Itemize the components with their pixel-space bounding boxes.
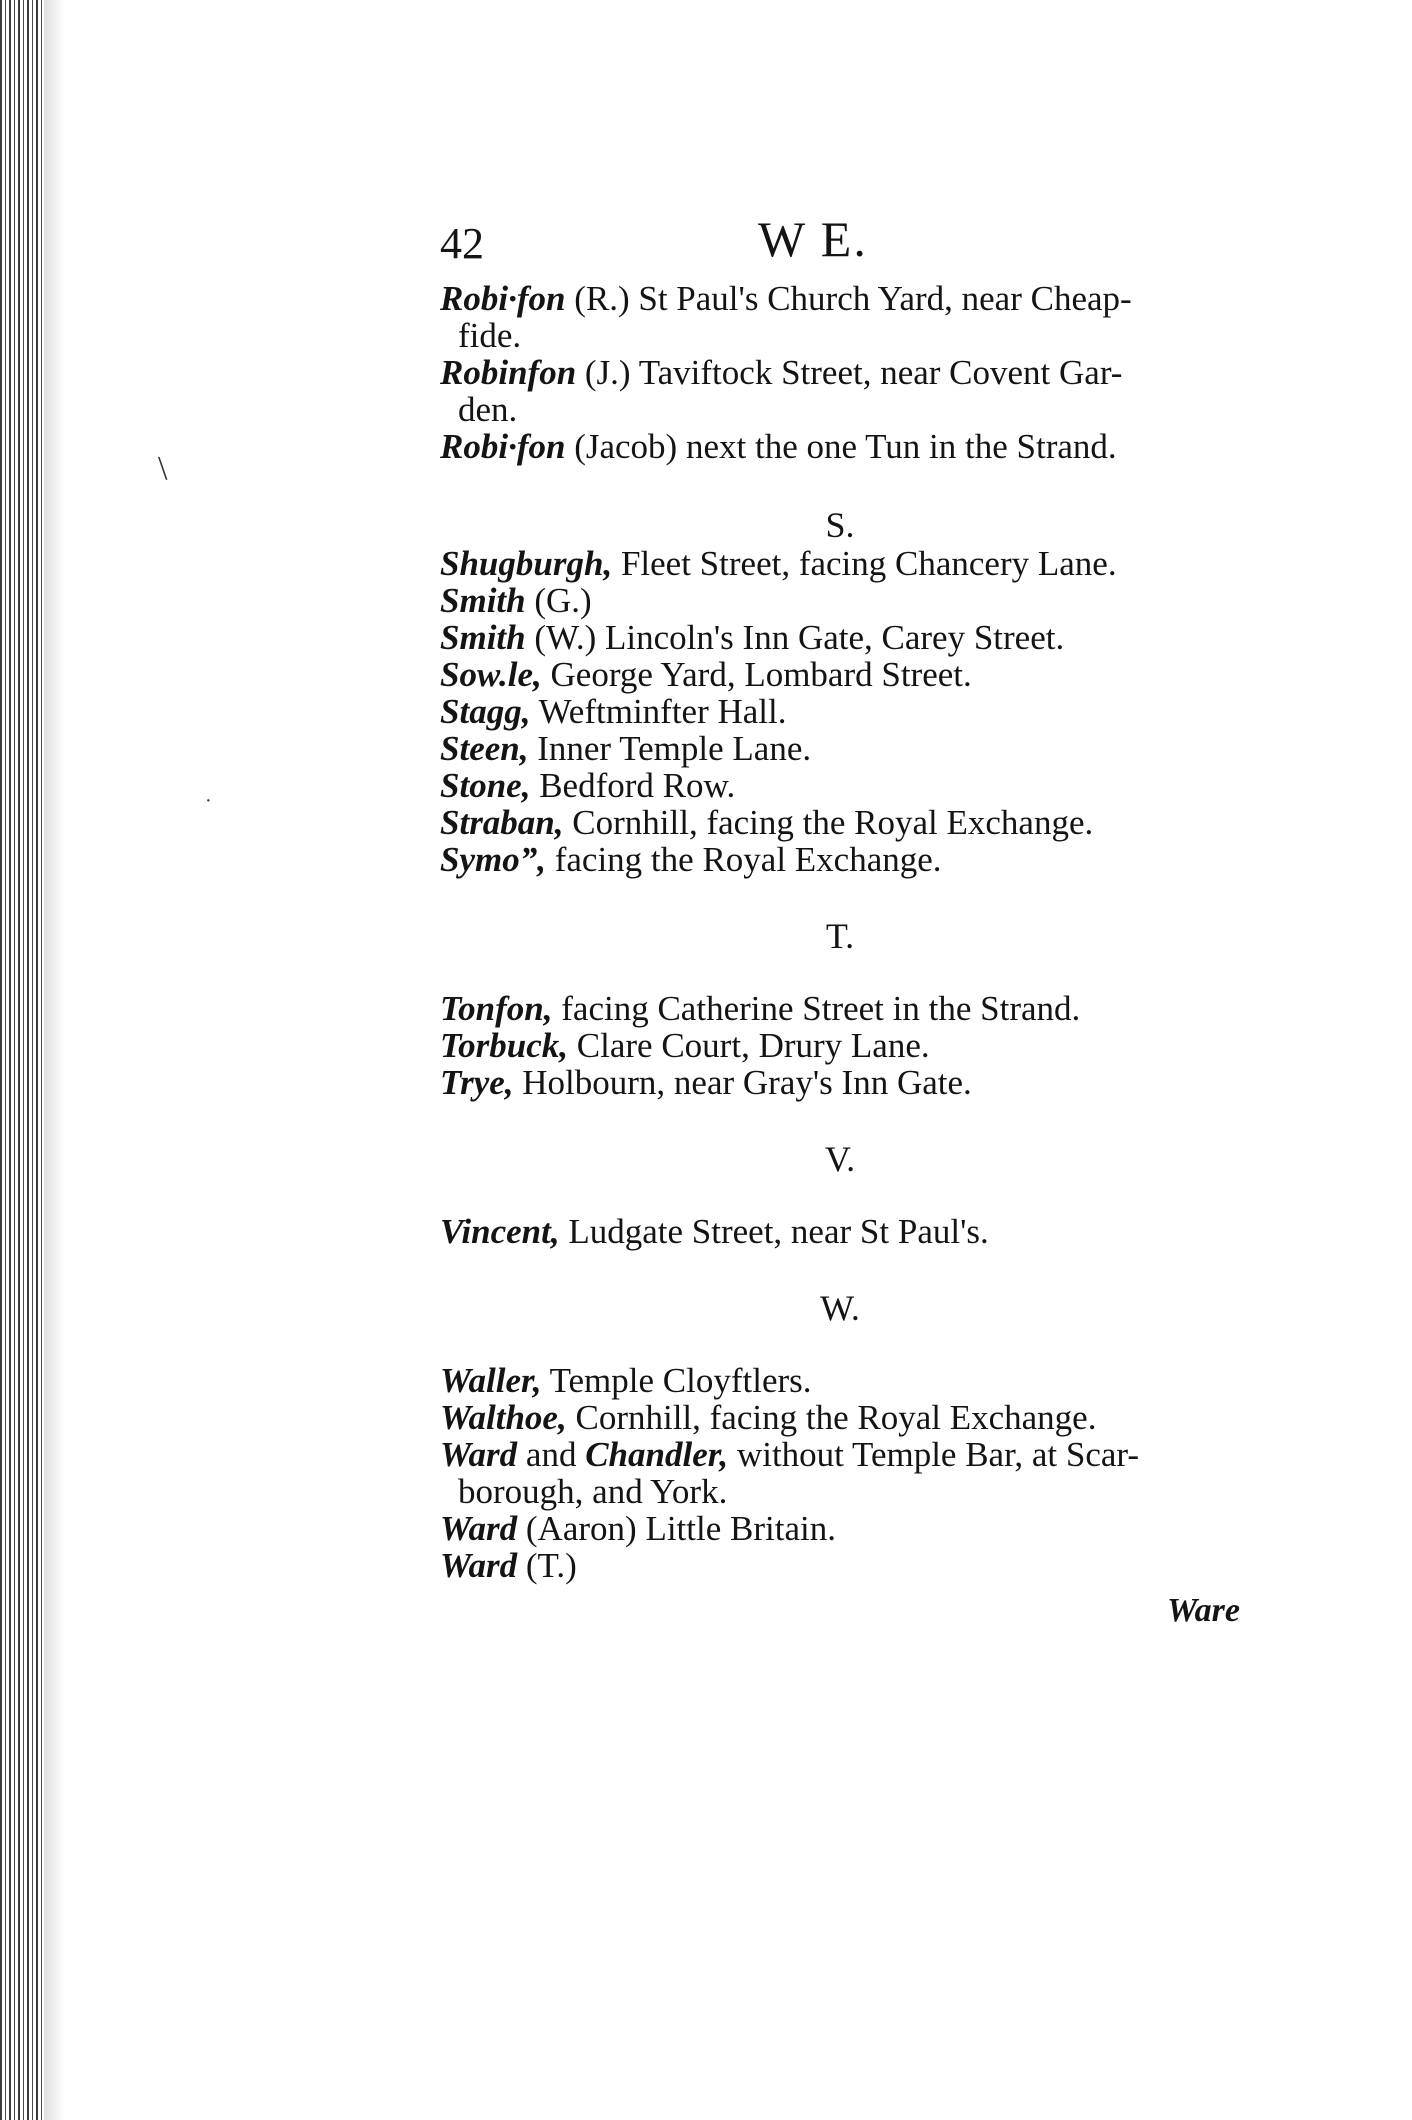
section-letter: S. xyxy=(825,505,855,545)
entry-address: George Yard, Lombard Street. xyxy=(541,655,972,694)
entry-initial: (J.) xyxy=(584,353,631,392)
entry-name: Waller, xyxy=(440,1361,542,1400)
page-header xyxy=(440,210,1240,280)
directory-entry xyxy=(440,804,1240,841)
directory-entry xyxy=(440,1399,1240,1436)
stray-ink-dot: · xyxy=(205,790,212,812)
entry-address: Clare Court, Drury Lane. xyxy=(568,1026,930,1065)
entry-initial: (G.) xyxy=(534,581,592,620)
entry-initial: (R.) xyxy=(574,279,630,318)
book-binding-edge xyxy=(0,0,44,2120)
entry-address: facing Catherine Street in the Strand. xyxy=(552,989,1081,1028)
entry-name: Robi·fon xyxy=(440,279,566,318)
entry-name: Ward xyxy=(440,1435,518,1474)
binding-shadow xyxy=(44,0,64,2120)
entry-name: Smith xyxy=(440,581,526,620)
book-page xyxy=(440,210,1240,1630)
entry-address: Bedford Row. xyxy=(530,766,736,805)
entry-address: Cornhill, facing the Royal Exchange. xyxy=(566,1398,1097,1437)
stray-ink-mark: \ xyxy=(158,450,168,487)
letter-section-w xyxy=(440,1288,1240,1584)
directory-entry xyxy=(440,1362,1240,1399)
directory-entry xyxy=(440,730,1240,767)
section-letter: V. xyxy=(824,1139,856,1179)
entry-name: Stagg, xyxy=(440,692,531,731)
entry-conjunction: and xyxy=(517,1435,586,1474)
section-letter: W. xyxy=(820,1288,860,1328)
section-letter: T. xyxy=(825,916,855,956)
entry-address: facing the Royal Exchange. xyxy=(545,840,942,879)
entry-name: Sow.le, xyxy=(440,655,542,694)
entry-address: St Paul's Church Yard, near Cheap- xyxy=(629,279,1132,318)
entry-initial: (T.) xyxy=(525,1546,577,1585)
page-number: 42 xyxy=(440,219,484,268)
entry-address-continued: den. xyxy=(458,390,518,429)
directory-entry xyxy=(440,990,1240,1027)
directory-entry xyxy=(440,767,1240,804)
running-head: W E. xyxy=(758,211,868,267)
entry-address: Holbourn, near Gray's Inn Gate. xyxy=(513,1063,972,1102)
entry-address: Cornhill, facing the Royal Exchange. xyxy=(563,803,1094,842)
entry-name: Steen, xyxy=(440,729,529,768)
entry-name: Vincent, xyxy=(440,1212,560,1251)
directory-entry xyxy=(440,354,1240,428)
entry-address: Inner Temple Lane. xyxy=(528,729,812,768)
entry-group xyxy=(440,280,1240,465)
entry-address: Lincoln's Inn Gate, Carey Street. xyxy=(596,618,1065,657)
entry-address: Taviftock Street, near Covent Gar- xyxy=(630,353,1123,392)
directory-entry xyxy=(440,1027,1240,1064)
entry-address: Fleet Street, facing Chancery Lane. xyxy=(612,544,1117,583)
entry-address: Little Britain. xyxy=(636,1509,836,1548)
entry-name: Walthoe, xyxy=(440,1398,567,1437)
entry-initial: (Aaron) xyxy=(525,1509,637,1548)
directory-entry xyxy=(440,1547,1240,1584)
directory-entry xyxy=(440,545,1240,582)
directory-entry xyxy=(440,1213,1240,1250)
entry-name: Smith xyxy=(440,618,526,657)
entry-name: Straban, xyxy=(440,803,564,842)
directory-entry xyxy=(440,1064,1240,1101)
catchword: Ware xyxy=(1166,1592,1240,1629)
letter-section-t xyxy=(440,916,1240,1101)
directory-entry xyxy=(440,841,1240,878)
directory-entry xyxy=(440,619,1240,656)
entry-address: Weftminfter Hall. xyxy=(530,692,787,731)
directory-entry xyxy=(440,1510,1240,1547)
directory-entry xyxy=(440,428,1240,465)
entry-address: next the one Tun in the Strand. xyxy=(677,427,1117,466)
entry-name: Shugburgh, xyxy=(440,544,613,583)
entry-address: Temple Cloyftlers. xyxy=(541,1361,812,1400)
entry-name: Stone, xyxy=(440,766,531,805)
entry-initial: (Jacob) xyxy=(574,427,678,466)
entry-address: without Temple Bar, at Scar- xyxy=(728,1435,1139,1474)
entry-address-continued: fide. xyxy=(458,316,522,355)
letter-section-v xyxy=(440,1139,1240,1250)
entry-name: Torbuck, xyxy=(440,1026,569,1065)
entry-name: Robi·fon xyxy=(440,427,566,466)
entry-name: Robinfon xyxy=(440,353,577,392)
entry-name: Symo”, xyxy=(440,840,546,879)
entry-name: Ward xyxy=(440,1546,518,1585)
letter-section-s xyxy=(440,505,1240,878)
directory-entry xyxy=(440,656,1240,693)
entry-name: Trye, xyxy=(440,1063,514,1102)
entry-address: Ludgate Street, near St Paul's. xyxy=(559,1212,989,1251)
directory-entry xyxy=(440,1436,1240,1510)
entry-name: Tonfon, xyxy=(440,989,553,1028)
directory-entry xyxy=(440,582,1240,619)
directory-entry xyxy=(440,693,1240,730)
entry-address-continued: borough, and York. xyxy=(458,1472,728,1511)
entry-name-second: Chandler, xyxy=(585,1435,729,1474)
entry-name: Ward xyxy=(440,1509,518,1548)
directory-entry xyxy=(440,280,1240,354)
entry-initial: (W.) xyxy=(534,618,597,657)
